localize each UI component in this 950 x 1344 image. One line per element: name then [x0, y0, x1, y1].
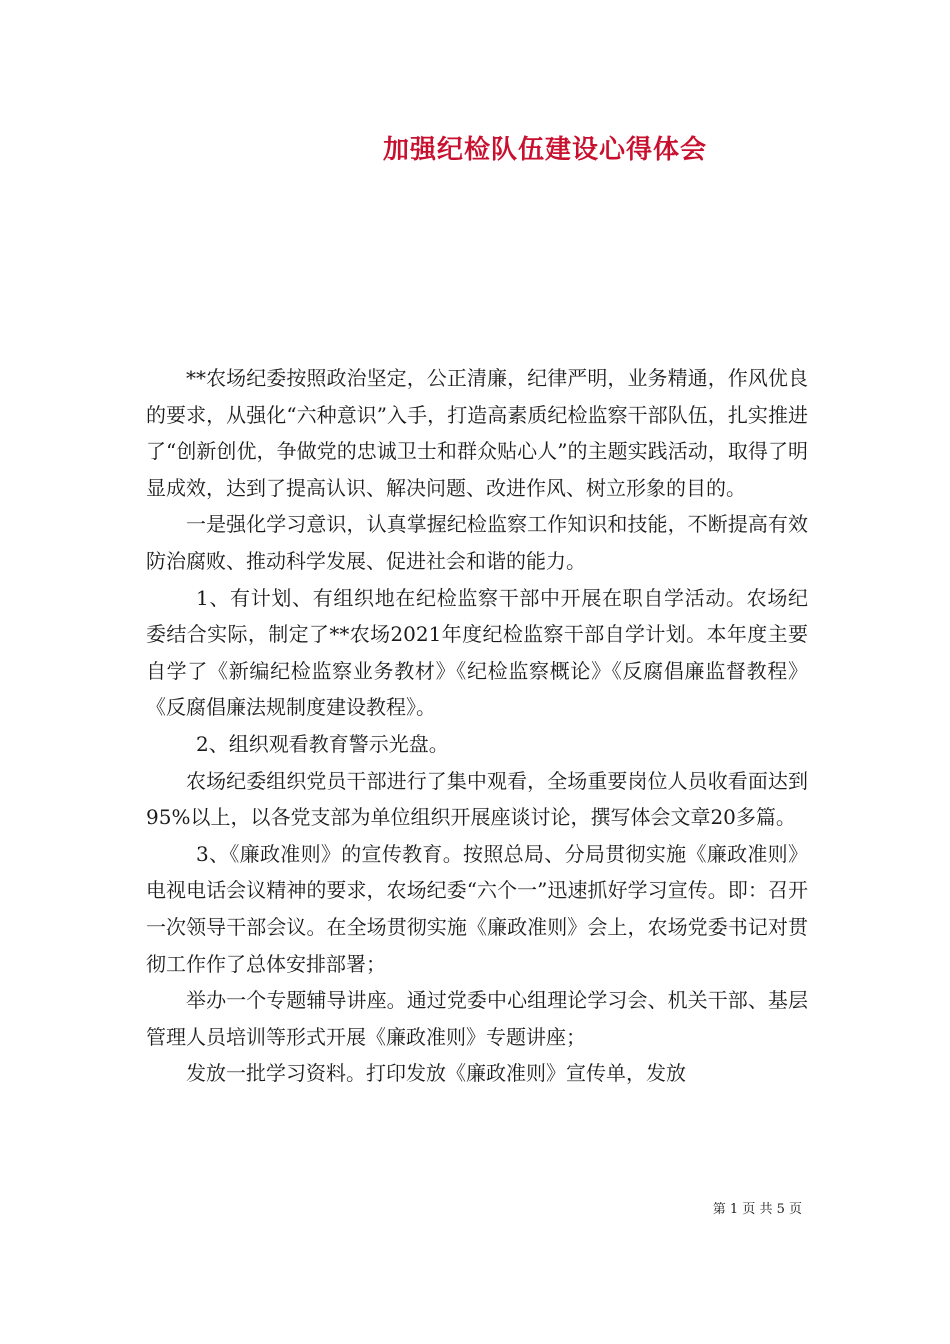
paragraph-item-3: 3、《廉政准则》的宣传教育。按照总局、分局贯彻实施《廉政准则》电视电话会议精神的要求，农场纪委“六个一”迅速抓好学习宣传。即：召开一次领导干部会议。在全场贯彻实施《廉政准则》会上，农场党委书记对贯彻工作作了总体安排部署； [146, 841, 808, 976]
document-title: 加强纪检队伍建设心得体会 [382, 135, 707, 165]
page-number-footer: 第 1 页 共 5 页 [712, 1202, 802, 1217]
paragraph-item-2-detail: 农场纪委组织党员干部进行了集中观看，全场重要岗位人员收看面达到95%以上，以各党支部为单位组织开展座谈讨论，撰写体会文章20多篇。 [146, 768, 808, 830]
paragraph-lecture: 举办一个专题辅导讲座。通过党委中心组理论学习会、机关干部、基层管理人员培训等形式开展《廉政准则》专题讲座； [146, 988, 808, 1049]
paragraph-item-1: 1、有计划、有组织地在纪检监察干部中开展在职自学活动。农场纪委结合实际，制定了**农场2021年度纪检监察干部自学计划。本年度主要自学了《新编纪检监察业务教材》《纪检监察概论》《反腐倡廉监督教程》《反腐倡廉法规制度建设教程》。 [146, 585, 808, 720]
paragraph-materials: 发放一批学习资料。打印发放《廉政准则》宣传单，发放 [186, 1061, 686, 1086]
paragraph-item-2: 2、组织观看教育警示光盘。 [196, 731, 449, 756]
paragraph-intro: **农场纪委按照政治坚定，公正清廉，纪律严明，业务精通，作风优良的要求，从强化“六种意识”入手，打造高素质纪检监察干部队伍，扎实推进了“创新创优，争做党的忠诚卫士和群众贴心人”的主题实践活动，取得了明显成效，达到了提高认识、解决问题、改进作风、树立形象的目的。 [146, 366, 808, 500]
document-body [146, 360, 808, 1092]
paragraph-point-one: 一是强化学习意识，认真掌握纪检监察工作知识和技能，不断提高有效防治腐败、推动科学发展、促进社会和谐的能力。 [146, 512, 808, 573]
